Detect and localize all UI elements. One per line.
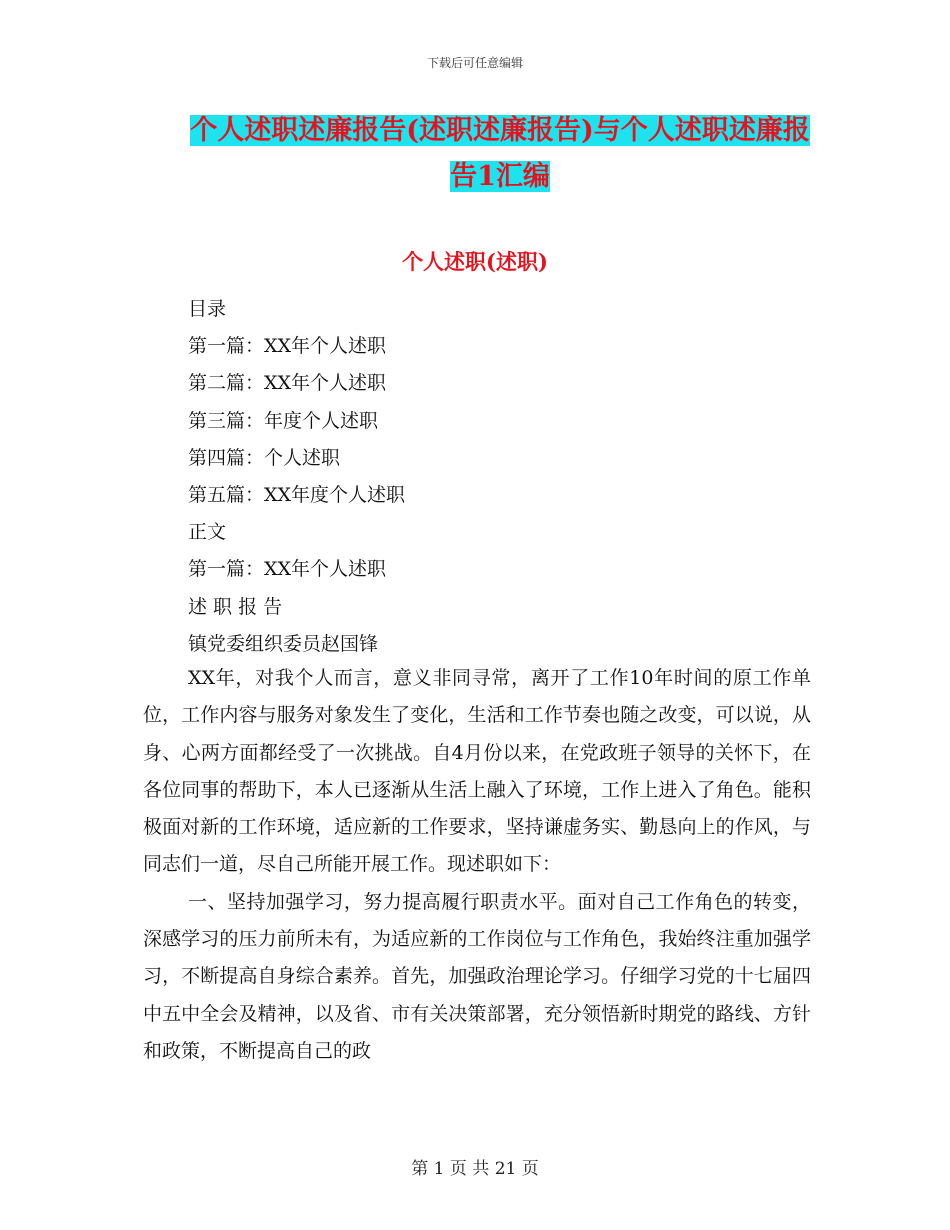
article-heading: 第一篇：XX年个人述职 (188, 558, 387, 581)
section-title: 个人述职(述职) (402, 249, 548, 274)
body-paragraph: 一、坚持加强学习，努力提高履行职责水平。面对自己工作角色的转变，深感学习的压力前所未有，为适应新的工作岗位与工作角色，我始终注重加强学习，不断提高自身综合素养。首先，加强政治理论学习。仔细学习党的十七届四中五中全会及精神，以及省、市有关决策部署，充分领悟新时期党的路线、方针和政策，不断提高自己的政 (143, 890, 811, 1062)
body-heading: 正文 (188, 521, 227, 544)
toc-item: 第二篇：XX年个人述职 (188, 372, 387, 395)
document-title (190, 108, 810, 200)
toc-item: 第四篇：个人述职 (188, 446, 341, 469)
report-heading: 述 职 报 告 (188, 595, 283, 618)
toc-heading: 目录 (188, 298, 227, 320)
document-title-line-1: 个人述职述廉报告(述职述廉报告)与个人述职述廉报 (190, 115, 810, 146)
page-number: 第 1 页 共 21 页 (411, 1159, 539, 1179)
table-of-contents (188, 291, 405, 663)
body-text (143, 660, 811, 1070)
header-note: 下载后可任意编辑 (426, 56, 523, 70)
toc-item: 第五篇：XX年度个人述职 (188, 484, 406, 507)
document-title-line-2: 告1汇编 (450, 161, 550, 192)
toc-item: 第一篇：XX年个人述职 (188, 335, 387, 358)
body-paragraph: XX年，对我个人而言，意义非同寻常，离开了工作10年时间的原工作单位，工作内容与服务对象发生了变化，生活和工作节奏也随之改变，可以说，从身、心两方面都经受了一次挑战。自4月份以来，在党政班子领导的关怀下，在各位同事的帮助下，本人已逐渐从生活上融入了环境，工作上进入了角色。能积极面对新的工作环境，适应新的工作要求，坚持谦虚务实、勤恳向上的作风，与同志们一道，尽自己所能开展工作。现述职如下： (143, 667, 811, 876)
toc-item: 第三篇：年度个人述职 (188, 409, 379, 432)
author-line: 镇党委组织委员赵国锋 (188, 632, 379, 655)
